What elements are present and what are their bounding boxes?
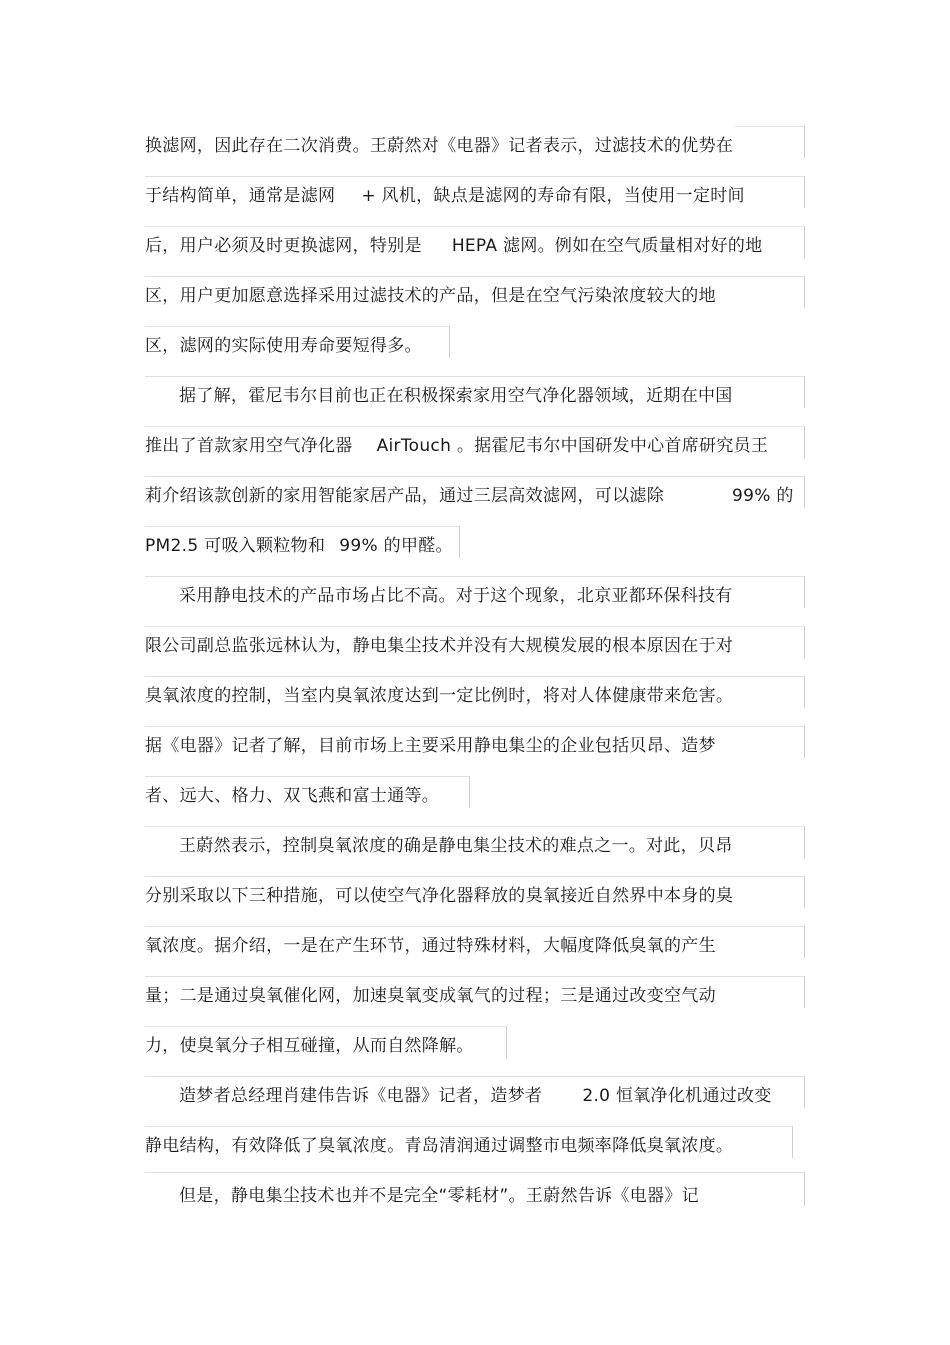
table-rule (804, 376, 805, 408)
table-rule (145, 776, 470, 777)
text-line-15-text: 王蔚然表示，控制臭氧浓度的确是静电集尘技术的难点之一。对此，贝昂 (179, 835, 733, 856)
text-line-1 (145, 118, 805, 168)
table-rule (145, 276, 805, 277)
text-line-20-part-2: 2.0 恒氧净化机通过改变 (582, 1085, 772, 1106)
text-line-7-part-2: AirTouch 。据霍尼韦尔中国研发中心首席研究员王 (376, 435, 769, 456)
table-rule (449, 326, 450, 358)
table-rule (469, 776, 470, 808)
table-rule (735, 126, 805, 127)
text-line-7-part-1: 推出了首款家用空气净化器 (145, 435, 353, 456)
text-line-1-text: 换滤网，因此存在二次消费。王蔚然对《电器》记者表示，过滤技术的优势在 (145, 135, 734, 156)
text-line-8-part-1: 莉介绍该款创新的家用智能家居产品，通过三层高效滤网，可以滤除 (145, 485, 664, 506)
table-rule (804, 926, 805, 958)
text-line-16-text: 分别采取以下三种措施，可以使空气净化器释放的臭氧接近自然界中本身的臭 (145, 885, 734, 906)
table-rule (804, 576, 805, 608)
text-line-9-part-1: PM2.5 可吸入颗粒物和 (145, 535, 326, 556)
text-line-17-text: 氧浓度。据介绍，一是在产生环节，通过特殊材料，大幅度降低臭氧的产生 (145, 935, 716, 956)
table-rule (792, 1126, 793, 1158)
table-rule (145, 1172, 805, 1173)
table-rule (804, 276, 805, 308)
table-rule (145, 476, 805, 477)
table-rule (145, 876, 805, 877)
table-rule (804, 176, 805, 208)
table-rule (145, 576, 805, 577)
text-line-22-text: 但是，静电集尘技术也并不是完全“零耗材”。王蔚然告诉《电器》记 (179, 1185, 699, 1206)
text-line-9-part-2: 99% 的甲醛。 (339, 535, 453, 556)
table-rule (145, 526, 460, 527)
table-rule (804, 1076, 805, 1108)
text-line-2-part-2: + 风机，缺点是滤网的寿命有限，当使用一定时间 (361, 185, 745, 206)
table-rule (145, 176, 805, 177)
text-line-3-part-2: HEPA 滤网。例如在空气质量相对好的地 (451, 235, 763, 256)
text-line-14-text: 者、远大、格力、双飞燕和富士通等。 (145, 785, 440, 806)
table-rule (804, 1172, 805, 1206)
text-line-22 (145, 1168, 805, 1218)
table-rule (145, 726, 805, 727)
table-rule (804, 726, 805, 758)
table-rule (804, 676, 805, 708)
table-rule (145, 426, 805, 427)
text-line-3-part-1: 后，用户必须及时更换滤网，特别是 (145, 235, 422, 256)
table-rule (145, 1126, 793, 1127)
table-rule (804, 876, 805, 908)
table-rule (145, 1076, 805, 1077)
table-rule (804, 626, 805, 658)
text-line-4-text: 区，用户更加愿意选择采用过滤技术的产品，但是在空气污染浓度较大的地 (145, 285, 716, 306)
text-line-5-text: 区，滤网的实际使用寿命要短得多。 (145, 335, 422, 356)
table-rule (145, 376, 805, 377)
text-line-19-text: 力，使臭氧分子相互碰撞，从而自然降解。 (145, 1035, 474, 1056)
table-rule (804, 126, 805, 158)
table-rule (145, 326, 450, 327)
table-rule (804, 476, 805, 508)
text-line-18-text: 量；二是通过臭氧催化网，加速臭氧变成氧气的过程；三是通过改变空气动 (145, 985, 716, 1006)
table-rule (145, 926, 805, 927)
table-rule (145, 1026, 507, 1027)
table-rule (804, 426, 805, 458)
table-rule (145, 226, 805, 227)
text-line-6-text: 据了解，霍尼韦尔目前也正在积极探索家用空气净化器领域，近期在中国 (179, 385, 733, 406)
text-line-2-part-1: 于结构简单，通常是滤网 (145, 185, 336, 206)
table-rule (804, 226, 805, 258)
table-rule (145, 826, 805, 827)
table-rule (459, 526, 460, 558)
table-rule (145, 976, 805, 977)
text-line-12-text: 臭氧浓度的控制，当室内臭氧浓度达到一定比例时，将对人体健康带来危害。 (145, 685, 734, 706)
text-line-10-text: 采用静电技术的产品市场占比不高。对于这个现象，北京亚都环保科技有 (179, 585, 733, 606)
table-rule (804, 976, 805, 1008)
text-line-11-text: 限公司副总监张远林认为，静电集尘技术并没有大规模发展的根本原因在于对 (145, 635, 734, 656)
text-line-20-part-1: 造梦者总经理肖建伟告诉《电器》记者，造梦者 (179, 1085, 543, 1106)
text-line-21-text: 静电结构，有效降低了臭氧浓度。青岛清润通过调整市电频率降低臭氧浓度。 (145, 1135, 734, 1156)
table-rule (145, 626, 805, 627)
table-rule (804, 826, 805, 858)
table-rule (145, 676, 805, 677)
text-line-13-text: 据《电器》记者了解，目前市场上主要采用静电集尘的企业包括贝昂、造梦 (145, 735, 716, 756)
table-rule (506, 1026, 507, 1058)
text-line-8-part-2: 99% 的 (732, 485, 794, 506)
